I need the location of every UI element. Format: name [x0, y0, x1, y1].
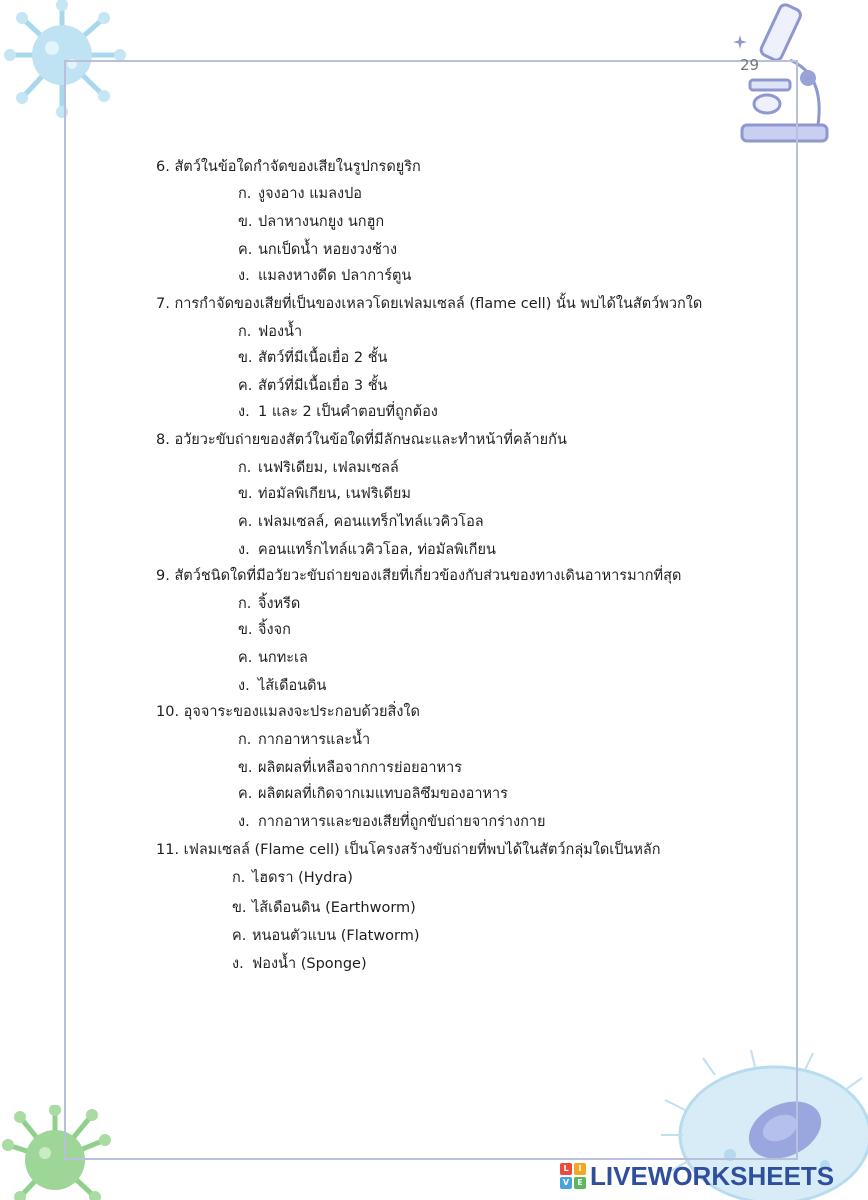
option-6c[interactable]: ค. นกเป็ดน้ำ หอยงวงช้าง	[238, 242, 398, 258]
option-9a[interactable]: ก. จิ้งหรีด	[238, 596, 301, 612]
option-11c[interactable]: ค. หนอนตัวแบน (Flatworm)	[232, 928, 420, 944]
question-10: 10. อุจจาระของแมลงจะประกอบด้วยสิ่งใด	[156, 704, 420, 720]
question-7: 7. การกำจัดของเสียที่เป็นของเหลวโดยเฟลมเซลล์ (flame cell) นั้น พบได้ในสัตว์พวกใด	[156, 296, 703, 312]
page-number: 29	[740, 56, 760, 74]
option-9b[interactable]: ข. จิ้งจก	[238, 622, 291, 638]
option-7d[interactable]: ง. 1 และ 2 เป็นคำตอบที่ถูกต้อง	[238, 404, 438, 420]
option-10b[interactable]: ข. ผลิตผลที่เหลือจากการย่อยอาหาร	[238, 760, 463, 776]
option-6d[interactable]: ง. แมลงหางดีด ปลาการ์ตูน	[238, 268, 412, 284]
option-7c[interactable]: ค. สัตว์ที่มีเนื้อเยื่อ 3 ชั้น	[238, 378, 388, 394]
brand-name: LIVEWORKSHEETS	[590, 1160, 835, 1191]
option-8c[interactable]: ค. เฟลมเซลล์, คอนแทร็กไทล์แวคิวโอล	[238, 514, 484, 530]
question-6: 6. สัตว์ในข้อใดกำจัดของเสียในรูปกรดยูริก	[156, 159, 421, 175]
liveworksheets-brand[interactable]	[560, 1160, 834, 1192]
option-10a[interactable]: ก. กากอาหารและน้ำ	[238, 732, 371, 748]
option-11a[interactable]: ก. ไฮดรา (Hydra)	[232, 870, 353, 886]
page-border	[64, 60, 798, 1160]
liveworksheets-logo-icon: L I V E	[560, 1163, 586, 1189]
option-11d[interactable]: ง. ฟองน้ำ (Sponge)	[232, 956, 367, 972]
option-11b[interactable]: ข. ไส้เดือนดิน (Earthworm)	[232, 900, 416, 916]
option-6a[interactable]: ก. งูจงอาง แมลงปอ	[238, 186, 362, 202]
option-7a[interactable]: ก. ฟองน้ำ	[238, 324, 303, 340]
option-8a[interactable]: ก. เนฟริเดียม, เฟลมเซลล์	[238, 460, 399, 476]
sparkle-icon	[733, 35, 747, 49]
option-8d[interactable]: ง. คอนแทร็กไทล์แวคิวโอล, ท่อมัลพิเกียน	[238, 542, 496, 558]
option-8b[interactable]: ข. ท่อมัลพิเกียน, เนฟริเดียม	[238, 486, 411, 502]
question-9: 9. สัตว์ชนิดใดที่มีอวัยวะขับถ่ายของเสียที่เกี่ยวข้องกับส่วนของทางเดินอาหารมากที่สุด	[156, 568, 682, 584]
option-10d[interactable]: ง. กากอาหารและของเสียที่ถูกขับถ่ายจากร่างกาย	[238, 814, 546, 830]
option-9c[interactable]: ค. นกทะเล	[238, 650, 308, 666]
question-11: 11. เฟลมเซลล์ (Flame cell) เป็นโครงสร้างขับถ่ายที่พบได้ในสัตว์กลุ่มใดเป็นหลัก	[156, 842, 661, 858]
question-8: 8. อวัยวะขับถ่ายของสัตว์ในข้อใดที่มีลักษณะและทำหน้าที่คล้ายกัน	[156, 432, 567, 448]
option-10c[interactable]: ค. ผลิตผลที่เกิดจากเมแทบอลิซึมของอาหาร	[238, 786, 508, 802]
option-9d[interactable]: ง. ไส้เดือนดิน	[238, 678, 327, 694]
option-7b[interactable]: ข. สัตว์ที่มีเนื้อเยื่อ 2 ชั้น	[238, 350, 388, 366]
option-6b[interactable]: ข. ปลาหางนกยูง นกฮูก	[238, 214, 385, 230]
